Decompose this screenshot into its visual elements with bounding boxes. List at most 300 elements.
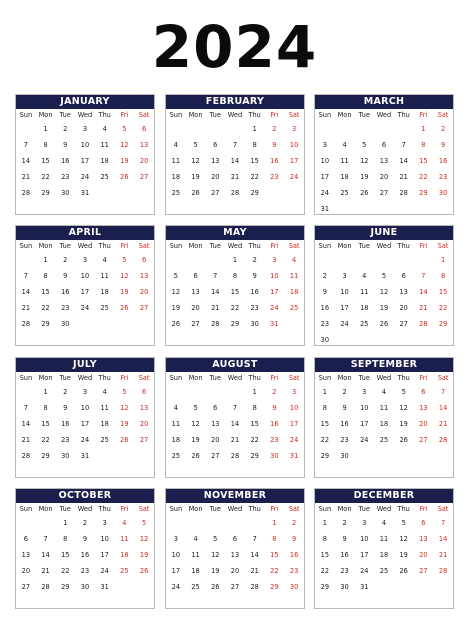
day-cell: 10 [340,288,349,296]
day-cell: 11 [100,141,109,149]
empty-cell [433,579,453,595]
empty-cell [374,252,394,268]
empty-cell [16,384,36,400]
day-cell: 24 [289,436,299,444]
empty-cell [265,185,285,201]
day-cell: 4 [102,256,107,264]
empty-cell [36,515,56,531]
day-cell: 27 [230,583,240,591]
day-cell: 2 [63,125,68,133]
day-cell: 2 [272,388,277,396]
day-cell: 17 [289,420,299,428]
month-header: FEBRUARY [166,95,304,109]
day-cell: 28 [250,583,259,591]
day-cell: 7 [441,519,446,527]
day-cell: 30 [340,452,349,460]
month-october [15,488,155,609]
empty-cell [166,384,186,400]
day-cell: 20 [139,288,149,296]
day-cell: 2 [292,519,297,527]
day-cell: 6 [142,256,147,264]
day-cell: 15 [250,157,259,165]
day-cell: 13 [139,404,149,412]
month-september [314,357,454,478]
day-cell: 16 [438,157,448,165]
day-cell: 9 [252,272,257,280]
empty-cell [134,185,154,201]
empty-cell [245,515,265,531]
day-cell: 22 [320,567,330,575]
weekday-label: Fri [120,374,129,382]
day-cell: 16 [61,288,70,296]
day-cell: 5 [122,388,127,396]
day-cell: 16 [270,157,279,165]
day-cell: 7 [43,535,48,543]
empty-cell [374,332,394,348]
weekday-label: Fri [419,505,428,513]
weekday-label: Sun [169,242,183,250]
day-cell: 27 [211,452,220,460]
empty-cell [433,201,453,217]
day-cell: 25 [340,189,349,197]
day-cell: 25 [120,567,129,575]
empty-cell [284,185,304,201]
day-cell: 12 [120,141,129,149]
day-cell: 23 [340,567,349,575]
day-cell: 10 [320,157,330,165]
month-january [15,94,155,215]
empty-cell [354,121,374,137]
empty-cell [186,252,206,268]
day-cell: 30 [61,320,70,328]
day-cell: 8 [43,404,48,412]
day-cell: 24 [80,173,90,181]
empty-cell [374,448,394,464]
day-cell: 20 [191,304,200,312]
weekday-label: Sun [318,374,332,382]
day-cell: 29 [270,583,279,591]
weekday-label: Mon [188,505,203,513]
weekday-label: Thu [98,374,111,382]
day-cell: 6 [193,272,198,280]
day-cell: 18 [171,173,181,181]
day-cell: 27 [139,436,149,444]
day-cell: 11 [100,272,109,280]
empty-cell [335,332,355,348]
day-cell: 6 [23,535,28,543]
empty-cell [394,332,414,348]
day-cell: 20 [139,157,149,165]
day-cell: 12 [399,404,408,412]
empty-cell [205,121,225,137]
weekday-label: Sat [437,505,449,513]
day-cell: 2 [441,125,446,133]
empty-cell [354,332,374,348]
day-cell: 25 [171,452,181,460]
empty-cell [394,252,414,268]
day-cell: 30 [289,583,299,591]
empty-cell [284,316,304,332]
weekday-label: Wed [376,242,392,250]
day-cell: 29 [320,452,330,460]
day-cell: 14 [211,288,220,296]
day-cell: 26 [171,320,181,328]
empty-cell [335,252,355,268]
weekday-label: Mon [38,242,53,250]
day-cell: 4 [102,125,107,133]
weekday-label: Tue [358,111,370,119]
day-cell: 15 [41,420,50,428]
day-cell: 23 [61,304,70,312]
weekday-label: Mon [188,242,203,250]
day-cell: 19 [191,436,200,444]
day-cell: 11 [340,157,349,165]
day-cell: 4 [292,256,297,264]
month-header: JUNE [315,226,453,240]
month-header: JANUARY [16,95,154,109]
empty-cell [433,332,453,348]
weekday-label: Thu [98,242,111,250]
day-cell: 17 [80,420,90,428]
day-cell: 2 [342,519,347,527]
day-cell: 11 [100,404,109,412]
day-cell: 31 [80,452,90,460]
empty-cell [433,448,453,464]
day-cell: 19 [360,173,369,181]
day-cell: 7 [441,388,446,396]
day-cell: 9 [63,272,68,280]
day-cell: 27 [419,436,428,444]
day-cell: 2 [63,388,68,396]
weekday-label: Mon [337,505,352,513]
empty-cell [374,121,394,137]
day-cell: 29 [230,320,240,328]
empty-cell [394,121,414,137]
day-cell: 15 [41,288,50,296]
empty-cell [115,448,135,464]
day-cell: 13 [191,288,200,296]
day-cell: 25 [289,304,299,312]
day-cell: 13 [419,535,428,543]
day-cell: 22 [438,304,448,312]
weekday-label: Fri [270,505,279,513]
day-cell: 3 [272,256,277,264]
day-cell: 28 [230,452,240,460]
day-cell: 10 [360,535,369,543]
empty-cell [414,332,434,348]
day-cell: 15 [230,288,240,296]
day-cell: 6 [421,388,426,396]
day-cell: 23 [289,567,299,575]
weekday-label: Fri [120,505,129,513]
day-cell: 20 [379,173,389,181]
weekday-label: Tue [358,505,370,513]
day-cell: 20 [139,420,149,428]
day-cell: 23 [340,436,349,444]
weekday-label: Thu [397,242,410,250]
weekday-label: Sun [318,505,332,513]
day-cell: 24 [360,567,369,575]
day-cell: 10 [289,141,299,149]
month-header: SEPTEMBER [315,358,453,372]
day-cell: 18 [100,288,109,296]
day-cell: 18 [379,420,389,428]
day-cell: 17 [320,173,330,181]
day-cell: 4 [381,388,387,396]
day-cell: 25 [360,320,369,328]
empty-cell [225,121,245,137]
empty-cell [115,316,135,332]
day-cell: 24 [80,436,90,444]
day-cell: 4 [122,519,127,527]
day-cell: 26 [360,189,369,197]
day-cell: 11 [171,157,181,165]
day-cell: 21 [230,173,240,181]
weekday-label: Mon [188,111,203,119]
weekday-label: Wed [227,111,243,119]
day-cell: 4 [102,388,107,396]
day-cell: 23 [80,567,90,575]
weekday-label: Tue [209,505,221,513]
day-cell: 20 [230,567,240,575]
day-cell: 5 [401,388,406,396]
day-cell: 13 [21,551,31,559]
day-cell: 21 [250,567,259,575]
day-cell: 14 [230,420,240,428]
day-cell: 19 [120,420,129,428]
day-cell: 18 [379,551,389,559]
day-cell: 2 [82,519,88,527]
day-cell: 31 [80,189,90,197]
day-cell: 24 [270,304,279,312]
day-cell: 19 [171,304,181,312]
empty-cell [394,579,414,595]
day-cell: 5 [193,404,198,412]
weekday-label: Sat [138,374,150,382]
day-cell: 18 [100,157,109,165]
day-cell: 30 [340,583,349,591]
weekday-label: Thu [248,374,261,382]
day-cell: 8 [232,272,238,280]
day-cell: 1 [43,125,48,133]
weekday-label: Tue [358,242,370,250]
day-cell: 4 [173,141,178,149]
month-header: APRIL [16,226,154,240]
day-cell: 14 [41,551,50,559]
day-cell: 12 [120,404,129,412]
day-cell: 12 [191,157,200,165]
day-cell: 28 [419,320,428,328]
day-cell: 14 [438,535,448,543]
day-cell: 9 [441,141,446,149]
day-cell: 9 [82,535,88,543]
day-cell: 8 [272,535,277,543]
weekday-label: Sat [288,374,300,382]
day-cell: 11 [379,404,389,412]
day-cell: 11 [191,551,200,559]
day-cell: 13 [211,420,220,428]
day-cell: 16 [270,420,279,428]
day-cell: 26 [379,320,389,328]
day-cell: 21 [438,551,448,559]
day-cell: 13 [139,272,149,280]
day-cell: 1 [272,519,277,527]
day-cell: 3 [292,388,297,396]
day-cell: 1 [441,256,446,264]
day-cell: 22 [270,567,279,575]
day-cell: 5 [193,141,198,149]
day-cell: 30 [80,583,90,591]
day-cell: 16 [250,288,259,296]
day-cell: 2 [322,272,327,280]
day-cell: 5 [142,519,147,527]
day-cell: 18 [120,551,129,559]
day-cell: 27 [379,189,389,197]
day-cell: 8 [63,535,68,543]
day-cell: 25 [171,189,181,197]
day-cell: 9 [292,535,297,543]
day-cell: 15 [320,420,330,428]
day-cell: 31 [289,452,299,460]
day-cell: 22 [41,304,50,312]
day-cell: 19 [379,304,389,312]
day-cell: 14 [250,551,259,559]
weekday-label: Thu [397,505,410,513]
day-cell: 7 [23,272,28,280]
weekday-label: Fri [419,242,428,250]
weekday-label: Wed [77,374,93,382]
day-cell: 16 [61,420,70,428]
day-cell: 21 [419,304,428,312]
day-cell: 7 [421,272,426,280]
day-cell: 23 [270,436,279,444]
day-cell: 1 [421,125,426,133]
empty-cell [16,252,36,268]
day-cell: 14 [419,288,428,296]
day-cell: 25 [379,436,389,444]
day-cell: 21 [21,173,31,181]
day-cell: 1 [252,388,257,396]
day-cell: 3 [173,535,178,543]
weekday-label: Sun [19,505,33,513]
weekday-label: Tue [358,374,370,382]
day-cell: 5 [362,141,367,149]
empty-cell [315,252,335,268]
day-cell: 11 [379,535,389,543]
day-cell: 20 [419,551,428,559]
day-cell: 26 [399,567,408,575]
day-cell: 30 [320,336,330,344]
day-cell: 16 [61,157,70,165]
day-cell: 19 [120,288,129,296]
day-cell: 10 [80,404,90,412]
empty-cell [354,252,374,268]
day-cell: 19 [399,420,408,428]
day-cell: 25 [379,567,389,575]
day-cell: 14 [438,404,448,412]
day-cell: 26 [120,436,129,444]
day-cell: 24 [171,583,181,591]
day-cell: 23 [438,173,448,181]
empty-cell [414,448,434,464]
day-cell: 20 [21,567,31,575]
weekday-label: Wed [77,111,93,119]
day-cell: 8 [322,404,327,412]
empty-cell [75,316,95,332]
day-cell: 28 [21,320,31,328]
weekday-label: Thu [397,374,410,382]
day-cell: 19 [139,551,149,559]
day-cell: 21 [438,420,448,428]
day-cell: 15 [320,551,330,559]
weekday-label: Sun [169,374,183,382]
day-cell: 22 [419,173,428,181]
empty-cell [134,579,154,595]
day-cell: 26 [120,304,129,312]
weekday-label: Fri [419,374,428,382]
day-cell: 23 [61,436,70,444]
day-cell: 24 [80,304,90,312]
day-cell: 9 [272,404,277,412]
weekday-label: Mon [38,111,53,119]
weekday-label: Fri [270,242,279,250]
weekday-label: Wed [77,505,93,513]
day-cell: 17 [80,288,90,296]
day-cell: 13 [379,157,389,165]
day-cell: 24 [100,567,109,575]
day-cell: 15 [438,288,448,296]
empty-cell [315,121,335,137]
day-cell: 8 [421,141,426,149]
day-cell: 18 [191,567,200,575]
empty-cell [16,515,36,531]
day-cell: 6 [401,272,406,280]
weekday-label: Tue [59,111,71,119]
day-cell: 12 [139,535,149,543]
day-cell: 27 [139,173,149,181]
day-cell: 15 [270,551,279,559]
day-cell: 16 [80,551,90,559]
weekday-label: Fri [270,374,279,382]
day-cell: 10 [270,272,279,280]
day-cell: 6 [421,519,426,527]
day-cell: 9 [342,404,347,412]
weekday-label: Sun [169,111,183,119]
day-cell: 5 [122,256,127,264]
day-cell: 11 [171,420,181,428]
day-cell: 3 [342,272,347,280]
day-cell: 30 [250,320,259,328]
weekday-label: Tue [209,374,221,382]
day-cell: 15 [61,551,70,559]
day-cell: 17 [270,288,279,296]
day-cell: 29 [320,583,330,591]
weekday-label: Sat [437,374,449,382]
day-cell: 6 [232,535,238,543]
day-cell: 7 [232,141,238,149]
day-cell: 10 [80,272,90,280]
day-cell: 12 [120,272,129,280]
day-cell: 21 [211,304,220,312]
day-cell: 28 [438,567,448,575]
weekday-label: Fri [120,111,129,119]
day-cell: 1 [43,388,48,396]
empty-cell [166,252,186,268]
day-cell: 29 [41,452,50,460]
day-cell: 28 [21,189,31,197]
day-cell: 23 [320,320,330,328]
weekday-label: Thu [248,505,261,513]
